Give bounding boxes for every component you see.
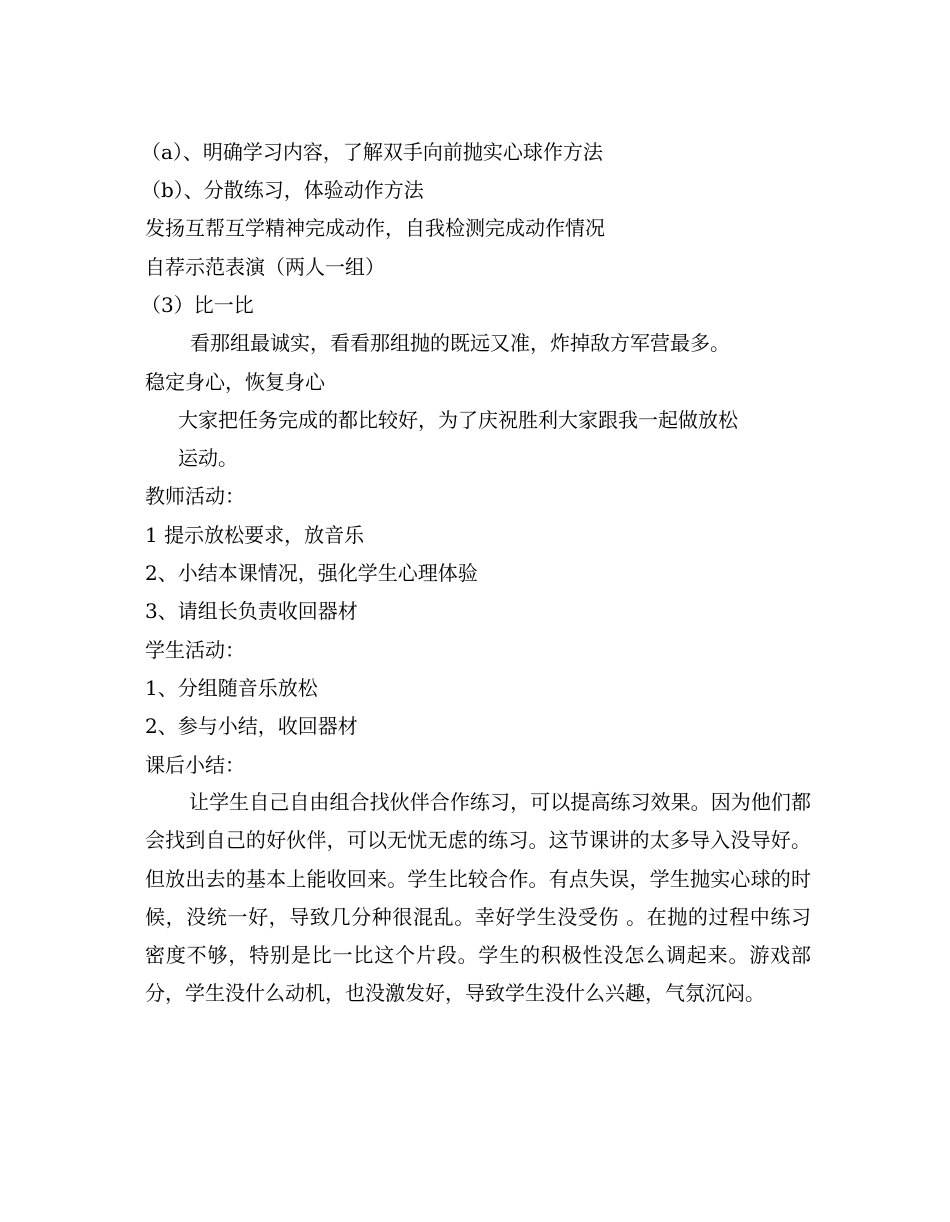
step-b-line: （b）、分散练习，体验动作方法: [141, 178, 424, 202]
teacher-activity-item-3: 3、请组长负责收回器材: [145, 599, 358, 623]
teacher-activity-item-2: 2、小结本课情况，强化学生心理体验: [145, 561, 478, 585]
teacher-activity-heading: 教师活动：: [145, 484, 245, 508]
summary-paragraph: 让学生自己自由组合找伙伴合作练习，可以提高练习效果。因为他们都会找到自己的好伙伴，可以无忧无虑的练习。这节课讲的太多导入没导好。但放出去的基本上能收回来。学生比较合作。有点失误，学生抛实心球的时候，没统一好，导致几分种很混乱。幸好学生没受伤 。在抛的过程中练习密度不够，特别是比一比这个片段。学生的积极性没怎么调起来。游戏部分，学生没什么动机，也没激发好，导致学生没什么兴趣，气氛沉闷。: [145, 790, 811, 1006]
teacher-activity-item-1: 1 提示放松要求，放音乐: [145, 523, 365, 547]
summary-heading: 课后小结：: [145, 753, 245, 777]
student-activity-item-2: 2、参与小结，收回器材: [145, 714, 358, 738]
relax-instruction-line-2: 运动。: [178, 446, 238, 470]
demo-line: 自荐示范表演（两人一组）: [145, 255, 385, 279]
step-a-line: （a）、明确学习内容，了解双手向前抛实心球作方法: [141, 140, 603, 164]
compare-heading: （3）比一比: [141, 293, 254, 317]
calm-heading: 稳定身心，恢复身心: [145, 370, 325, 394]
relax-instruction-line-1: 大家把任务完成的都比较好，为了庆祝胜利大家跟我一起做放松: [178, 408, 738, 432]
student-activity-item-1: 1、分组随音乐放松: [145, 676, 318, 700]
student-activity-heading: 学生活动：: [145, 638, 245, 662]
compare-description: 看那组最诚实，看看那组抛的既远又准，炸掉敌方军营最多。: [190, 331, 730, 355]
mutual-help-line: 发扬互帮互学精神完成动作，自我检测完成动作情况: [145, 216, 605, 240]
